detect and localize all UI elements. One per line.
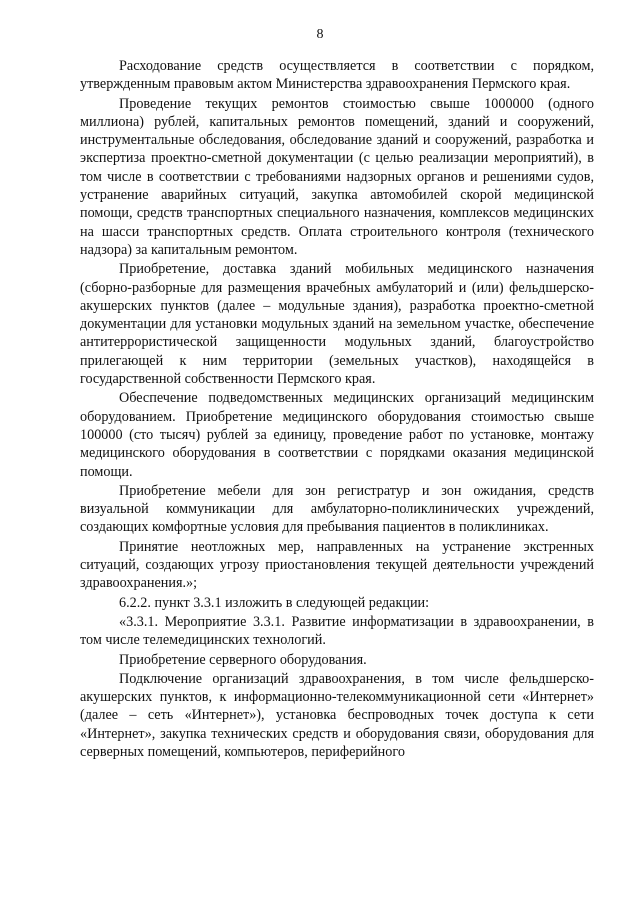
paragraph: Подключение организаций здравоохранения, в том числе фельдшерско-акушерских пунктов, к информационно-телекоммуникационной сети «Интернет» (далее – сеть «Интернет»), установка беспроводных точек доступа к сети «Интернет», закупка технических средств и оборудования связи, оборудования для серверных помещений, компьютеров, периферийного xyxy=(80,670,594,760)
paragraph: Проведение текущих ремонтов стоимостью свыше 1000000 (одного миллиона) рублей, капитальных ремонтов помещений, зданий и сооружений, инструментальные обследования, обследование зданий и сооружений, разработка и экспертиза проектно-сметной документации (с целью реализации мероприятий), в том числе в соответствии с требованиями надзорных органов и решениями судов, устранение аварийных ситуаций, закупка автомобилей скорой медицинской помощи, средств транспортных специального назначения, комплексов медицинских на шасси транспортных средств. Оплата строительного контроля (технического надзора) за капитальным ремонтом. xyxy=(80,95,594,258)
document-body xyxy=(80,57,594,762)
page-number: 8 xyxy=(316,27,324,42)
paragraph: Приобретение серверного оборудования. xyxy=(119,651,367,668)
paragraph: Приобретение мебели для зон регистратур и зон ожидания, средств визуальной коммуникации для амбулаторно-поликлинических учреждений, создающих комфортные условия для пребывания пациентов в поликлиниках. xyxy=(80,482,594,536)
paragraph: Приобретение, доставка зданий мобильных медицинского назначения (сборно-разборные для размещения врачебных амбулаторий и (или) фельдшерско-акушерских пунктов (далее – модульные здания), разработка проектно-сметной документации для установки модульных зданий на земельном участке, обеспечение антитеррористической защищенности модульных зданий, благоустройство прилегающей к ним территории (земельных участков), находящейся в государственной собственности Пермского края. xyxy=(80,261,594,388)
paragraph: Расходование средств осуществляется в соответствии с порядком, утвержденным правовым актом Министерства здравоохранения Пермского края. xyxy=(80,58,594,93)
paragraph: «3.3.1. Мероприятие 3.3.1. Развитие информатизации в здравоохранении, в том числе телемедицинских технологий. xyxy=(80,613,594,649)
paragraph: Принятие неотложных мер, направленных на устранение экстренных ситуаций, создающих угрозу приостановления текущей деятельности учреждений здравоохранения.»; xyxy=(80,538,594,592)
paragraph: Обеспечение подведомственных медицинских организаций медицинским оборудованием. Приобретение медицинского оборудования стоимостью свыше 100000 (сто тысяч) рублей за единицу, проведение работ по установке, монтажу медицинского оборудования в соответствии с порядками оказания медицинской помощи. xyxy=(80,390,594,480)
paragraph: 6.2.2. пункт 3.3.1 изложить в следующей редакции: xyxy=(119,594,430,611)
